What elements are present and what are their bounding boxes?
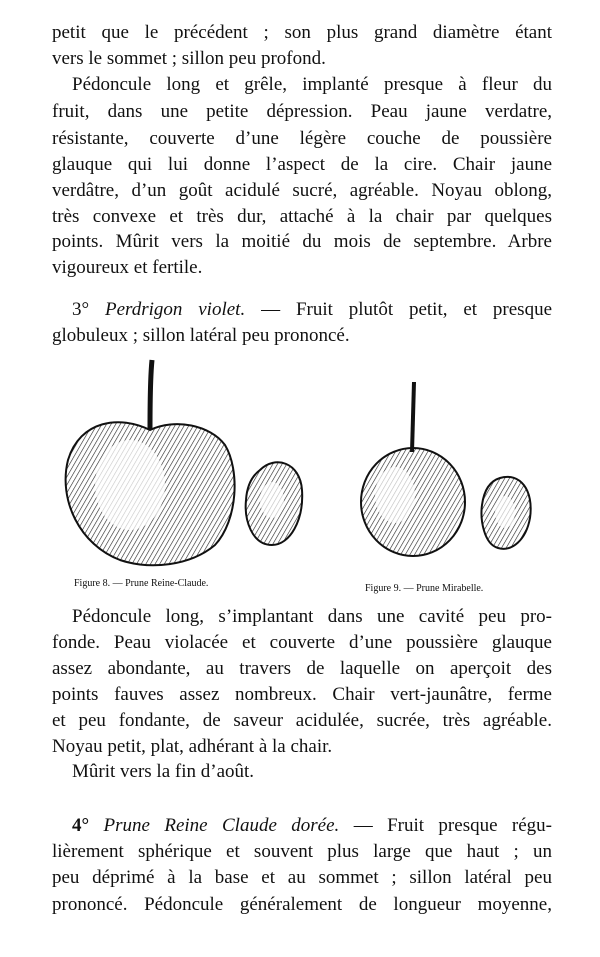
- text-line: très convexe et très dur, attaché à la chair par quelques: [52, 206, 552, 227]
- section-title: Perdrigon violet.: [104, 299, 246, 320]
- text-line: lièrement sphérique et souvent plus large que haut ; un: [52, 841, 552, 862]
- text-line: Noyau petit, plat, adhérant à la chair.: [52, 736, 333, 757]
- text-line: — Fruit presque régu-: [353, 815, 552, 836]
- text-line: assez abondante, au travers de laquelle on aperçoit des: [52, 658, 552, 679]
- text-line: vers le sommet ; sillon peu profond.: [52, 48, 326, 69]
- text-line: verdâtre, d’un goût acidulé sucré, agréable. Noyau oblong,: [52, 180, 552, 201]
- text-line: vigoureux et fertile.: [52, 257, 203, 278]
- figure-9-fruit: [361, 382, 465, 556]
- text-line: fonde. Peau violacée et couverte d’une poussière glauque: [52, 632, 552, 653]
- text-line: prononcé. Pédoncule généralement de longueur moyenne,: [52, 894, 552, 915]
- text-line: peu déprimé à la base et au sommet ; sillon latéral peu: [52, 867, 552, 888]
- figure-8-fruit: [66, 360, 235, 565]
- figure-9-pit: [482, 477, 531, 549]
- text-line: résistante, couverte d’une légère couche de poussière: [52, 128, 552, 149]
- section-number: 3°: [72, 299, 90, 320]
- text-line: glauque qui lui donne l’aspect de la cire. Chair jaune: [52, 154, 552, 175]
- text-line: Pédoncule long et grêle, implanté presque à fleur du: [72, 74, 552, 95]
- text-line: points fauves assez nombreux. Chair vert-jaunâtre, ferme: [52, 684, 552, 705]
- section-heading: [72, 815, 552, 837]
- text-line: et peu fondante, de saveur acidulée, sucrée, très agréable.: [52, 710, 552, 731]
- section-number: 4°: [72, 815, 90, 836]
- text-line: petit que le précédent ; son plus grand diamètre étant: [52, 22, 552, 43]
- text-line: Pédoncule long, s’implantant dans une cavité peu pro-: [72, 606, 552, 627]
- text-line: Mûrit vers la fin d’août.: [72, 761, 255, 782]
- figure-8-pit: [246, 462, 302, 545]
- figure-8-caption: Figure 8. — Prune Reine-Claude.: [74, 578, 209, 589]
- text-line: — Fruit plutôt petit, et presque: [261, 299, 553, 320]
- figure-9-caption: Figure 9. — Prune Mirabelle.: [365, 583, 484, 594]
- text-line: fruit, dans une petite dépression. Peau jaune verdatre,: [52, 101, 552, 122]
- text-line: points. Mûrit vers la moitié du mois de septembre. Arbre: [52, 231, 552, 252]
- section-title: Prune Reine Claude dorée.: [103, 815, 340, 836]
- text-line: globuleux ; sillon latéral peu prononcé.: [52, 325, 350, 346]
